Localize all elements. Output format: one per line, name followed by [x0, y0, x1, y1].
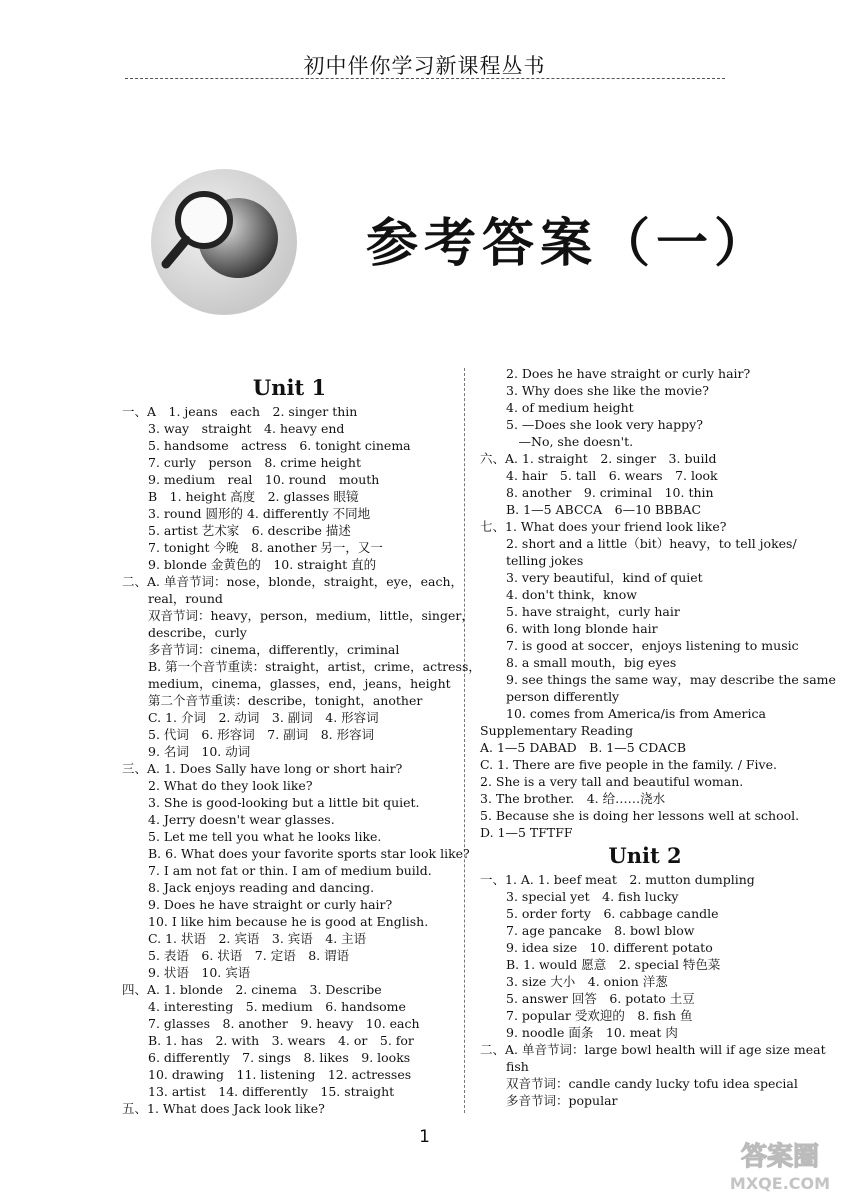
section-heading-line: 四、A. 1. blonde 2. cinema 3. Describe: [122, 982, 382, 997]
answer-line: 9. noodle 面条 10. meat 肉: [506, 1025, 678, 1040]
answer-line: 7. tonight 今晚 8. another 另一，又一: [148, 540, 383, 555]
answer-line: 5. handsome actress 6. tonight cinema: [148, 438, 411, 453]
section-heading-line: 二、A. 单音节词：large bowl health will if age size meat: [480, 1042, 826, 1057]
answer-line: 多音节词：popular: [506, 1093, 618, 1108]
answer-line: 4. hair 5. tall 6. wears 7. look: [506, 468, 718, 483]
page-title: 参考答案（一）: [366, 213, 773, 274]
answer-line: D. 1—5 TFTFF: [480, 825, 573, 840]
answer-line: person differently: [506, 689, 620, 704]
answer-line: 13. artist 14. differently 15. straight: [148, 1084, 395, 1099]
header-divider: [125, 78, 725, 79]
answer-line: 5. order forty 6. cabbage candle: [506, 906, 719, 921]
answer-line: 5. Because she is doing her lessons well at school.: [480, 808, 800, 823]
answer-line: 双音节词：heavy，person，medium，little，singer，: [148, 608, 474, 623]
section-heading-line: 一、A 1. jeans each 2. singer thin: [122, 404, 358, 419]
answer-line: C. 1. 介词 2. 动词 3. 副词 4. 形容词: [148, 710, 379, 725]
answer-line: 7. glasses 8. another 9. heavy 10. each: [148, 1016, 420, 1031]
svg-text:答案圈: 答案圈: [740, 1142, 820, 1172]
answer-line: 9. see things the same way，may describe the same: [506, 672, 836, 687]
answer-line: 5. 表语 6. 状语 7. 定语 8. 谓语: [148, 948, 350, 963]
section-heading-line: 一、1. A. 1. beef meat 2. mutton dumpling: [480, 872, 755, 887]
answer-line: 8. Jack enjoys reading and dancing.: [148, 880, 375, 895]
answer-line: 9. Does he have straight or curly hair?: [148, 897, 393, 912]
answer-line: 3. She is good-looking but a little bit quiet.: [148, 795, 420, 810]
answer-line: 3. special yet 4. fish lucky: [506, 889, 679, 904]
answer-line: B 1. height 高度 2. glasses 眼镜: [148, 489, 359, 504]
answer-line: 4. Jerry doesn't wear glasses.: [148, 812, 335, 827]
answer-line: C. 1. There are five people in the family. / Five.: [480, 757, 777, 772]
section-heading-line: 七、1. What does your friend look like?: [480, 519, 727, 534]
answer-line: 3. The brother. 4. 给……浇水: [480, 791, 666, 806]
answer-line: B. 1—5 ABCCA 6—10 BBBAC: [506, 502, 702, 517]
answer-line: 5. artist 艺术家 6. describe 描述: [148, 523, 351, 538]
answer-line: 3. Why does she like the movie?: [506, 383, 709, 398]
answer-line: 2. Does he have straight or curly hair?: [506, 366, 751, 381]
answer-line: 3. round 圆形的 4. differently 不同地: [148, 506, 371, 521]
answer-line: 2. What do they look like?: [148, 778, 313, 793]
answer-line: B. 1. would 愿意 2. special 特色菜: [506, 957, 721, 972]
site-watermark-logo: [720, 1135, 840, 1195]
answer-line: 5. —Does she look very happy?: [506, 417, 703, 432]
section-heading-line: 二、A. 单音节词：nose，blonde，straight，eye，each，: [122, 574, 464, 589]
right-answer-column: [480, 365, 836, 1109]
section-heading-line: 三、A. 1. Does Sally have long or short hair?: [122, 761, 403, 776]
answer-line: 7. popular 受欢迎的 8. fish 鱼: [506, 1008, 693, 1023]
answer-line: —No, she doesn't.: [506, 434, 634, 449]
answer-line: 5. have straight，curly hair: [506, 604, 680, 619]
answer-line: describe，curly: [148, 625, 247, 640]
unit-heading: Unit 1: [252, 375, 327, 400]
answer-line: 6. with long blonde hair: [506, 621, 658, 636]
column-divider: [464, 368, 465, 1113]
answer-line: 8. a small mouth，big eyes: [506, 655, 677, 670]
section-heading-line: 六、A. 1. straight 2. singer 3. build: [480, 451, 717, 466]
answer-line: 9. 名词 10. 动词: [148, 744, 251, 759]
answer-line: 4. of medium height: [506, 400, 634, 415]
answer-line: 3. way straight 4. heavy end: [148, 421, 345, 436]
answer-line: 10. drawing 11. listening 12. actresses: [148, 1067, 412, 1082]
answer-line: 3. very beautiful，kind of quiet: [506, 570, 703, 585]
answer-line: C. 1. 状语 2. 宾语 3. 宾语 4. 主语: [148, 931, 367, 946]
answer-line: 10. comes from America/is from America: [506, 706, 766, 721]
answer-line: 4. don't think，know: [506, 587, 637, 602]
answer-line: 双音节词：candle candy lucky tofu idea special: [506, 1076, 798, 1091]
answer-line: medium，cinema，glasses，end，jeans，height: [148, 676, 451, 691]
answer-line: 7. is good at soccer，enjoys listening to music: [506, 638, 799, 653]
answer-line: 6. differently 7. sings 8. likes 9. looks: [148, 1050, 411, 1065]
series-header: 初中伴你学习新课程丛书: [303, 54, 546, 78]
page-number: 1: [419, 1127, 430, 1147]
answer-line: 10. I like him because he is good at English.: [148, 914, 429, 929]
answer-line: fish: [506, 1059, 529, 1074]
svg-text:MXQE.COM: MXQE.COM: [729, 1174, 831, 1193]
answer-line: 8. another 9. criminal 10. thin: [506, 485, 714, 500]
answer-line: 5. 代词 6. 形容词 7. 副词 8. 形容词: [148, 727, 375, 742]
answer-line: 7. I am not fat or thin. I am of medium build.: [148, 863, 432, 878]
answer-line: 2. She is a very tall and beautiful woman.: [480, 774, 744, 789]
answer-line: B. 第一个音节重读：straight，artist，crime，actress，: [148, 659, 481, 674]
answer-line: B. 1. has 2. with 3. wears 4. or 5. for: [148, 1033, 414, 1048]
answer-line: 2. short and a little（bit）heavy，to tell jokes/: [506, 536, 797, 551]
magnifier-globe-icon: [150, 168, 298, 316]
answer-line: 9. blonde 金黄色的 10. straight 直的: [148, 557, 377, 572]
answer-line: 9. idea size 10. different potato: [506, 940, 713, 955]
answer-line: real，round: [148, 591, 223, 606]
answer-line: Supplementary Reading: [480, 723, 634, 738]
answer-line: 4. interesting 5. medium 6. handsome: [148, 999, 406, 1014]
answer-line: 5. answer 回答 6. potato 土豆: [506, 991, 695, 1006]
unit-heading: Unit 2: [608, 843, 682, 868]
answer-line: B. 6. What does your favorite sports star look like?: [148, 846, 470, 861]
answer-line: 第二个音节重读：describe，tonight，another: [148, 693, 423, 708]
answer-line: 多音节词：cinema，differently，criminal: [148, 642, 400, 657]
answer-line: 7. age pancake 8. bowl blow: [506, 923, 695, 938]
answer-line: telling jokes: [506, 553, 584, 568]
answer-line: 7. curly person 8. crime height: [148, 455, 361, 470]
section-heading-line: 五、1. What does Jack look like?: [122, 1101, 325, 1116]
answer-line: 3. size 大小 4. onion 洋葱: [506, 974, 668, 989]
left-answer-column: [122, 373, 481, 1117]
answer-line: 9. 状语 10. 宾语: [148, 965, 251, 980]
answer-line: A. 1—5 DABAD B. 1—5 CDACB: [480, 740, 687, 755]
answer-line: 9. medium real 10. round mouth: [148, 472, 380, 487]
answer-line: 5. Let me tell you what he looks like.: [148, 829, 382, 844]
